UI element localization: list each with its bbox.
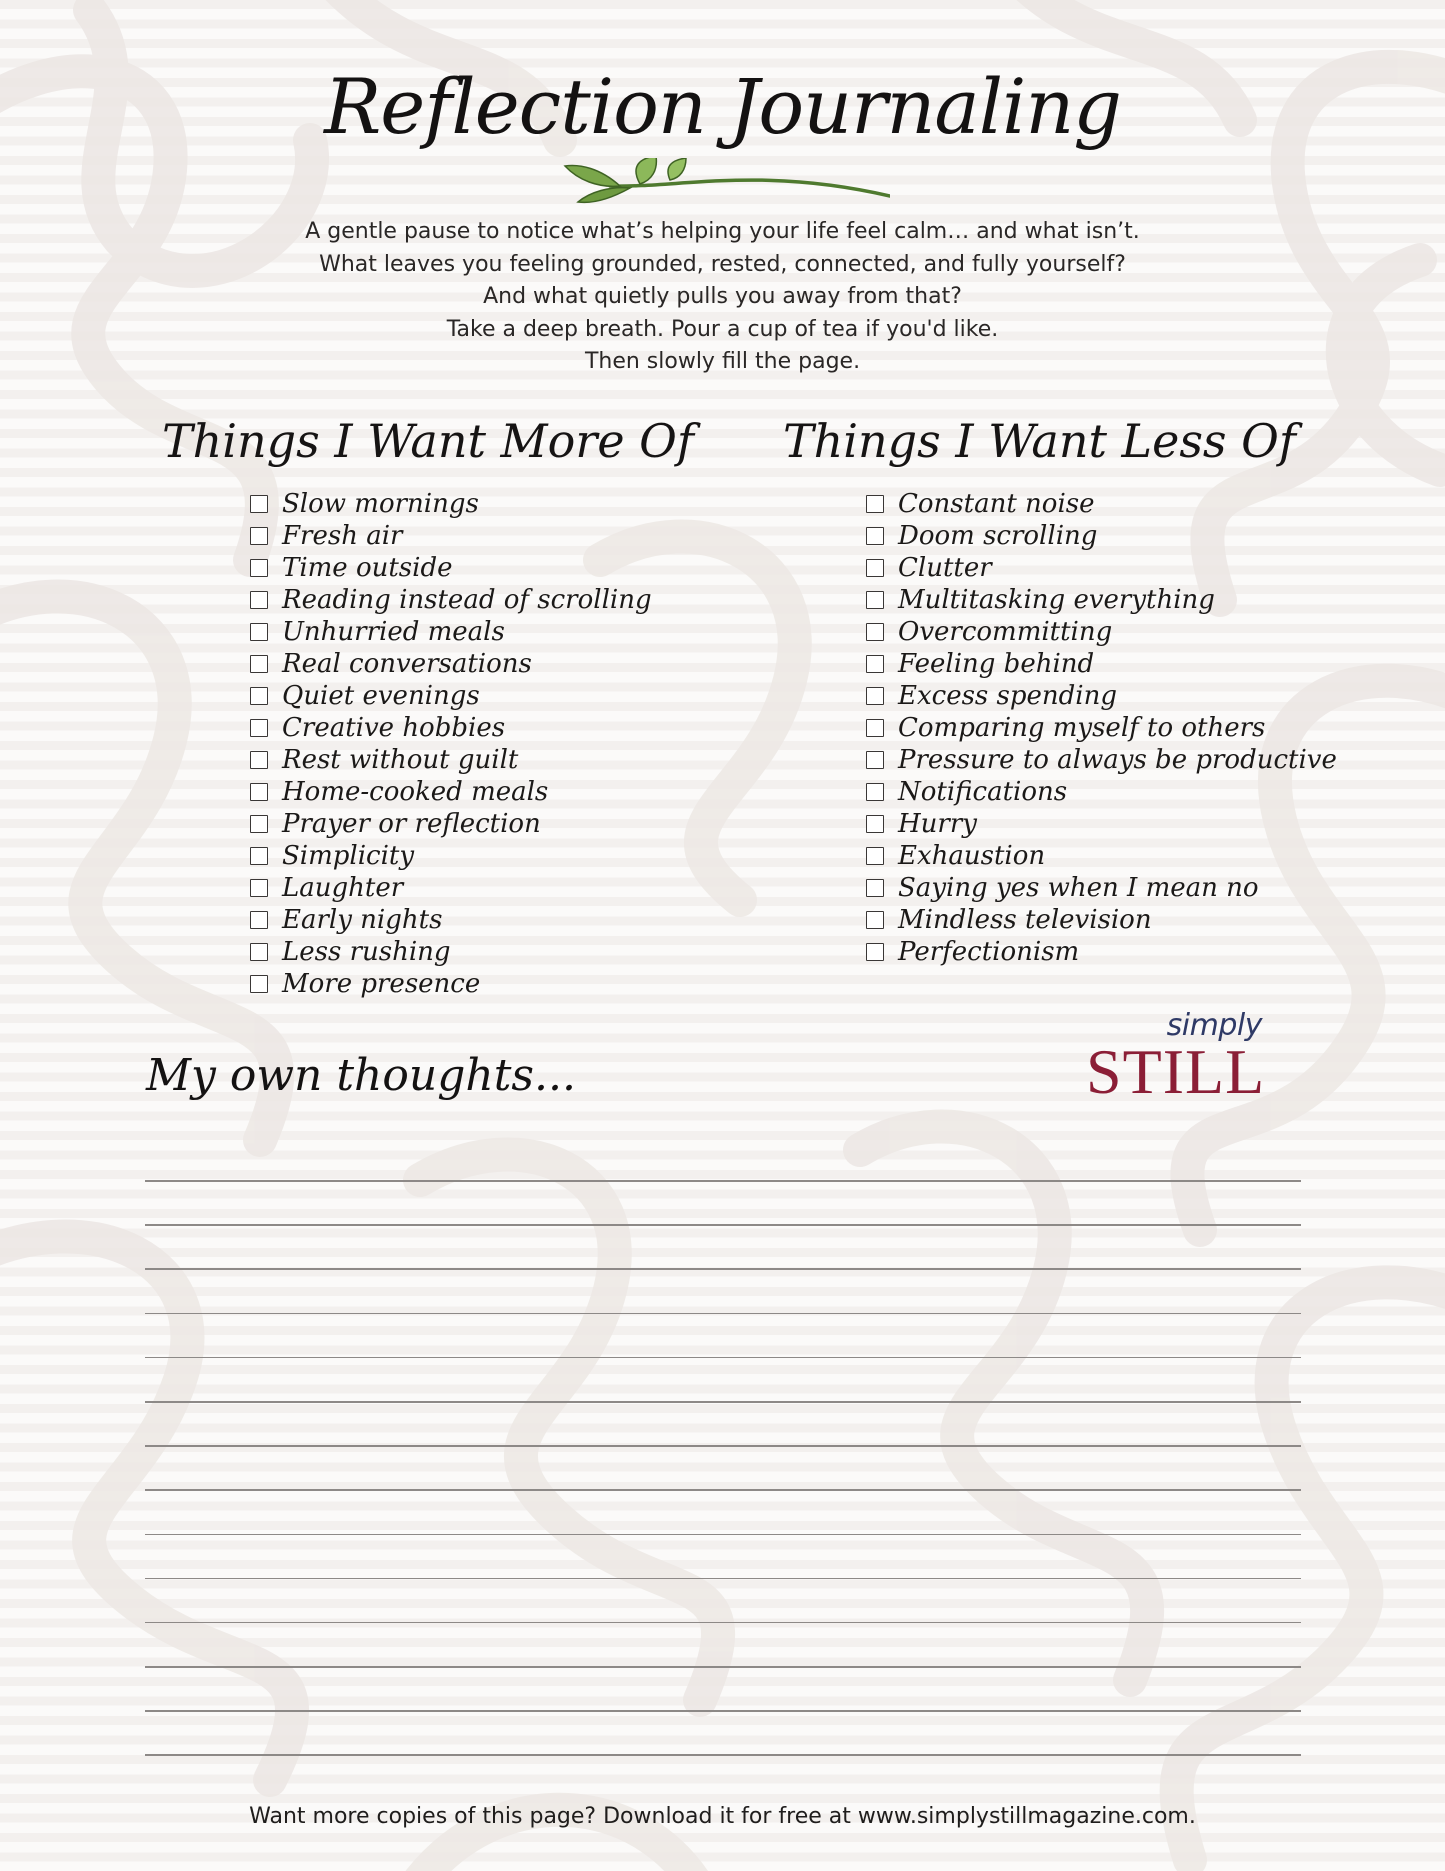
item-label: Rest without guilt	[282, 745, 519, 775]
checkbox[interactable]	[250, 943, 268, 961]
item-label: Reading instead of scrolling	[282, 585, 652, 615]
checkbox[interactable]	[250, 591, 268, 609]
list-item	[250, 648, 652, 680]
list-item	[866, 936, 1337, 968]
list-item	[250, 584, 652, 616]
list-item	[866, 872, 1337, 904]
less-of-heading: Things I Want Less Of	[783, 414, 1296, 468]
list-item	[250, 616, 652, 648]
checkbox[interactable]	[866, 591, 884, 609]
item-label: Multitasking everything	[898, 585, 1215, 615]
checkbox[interactable]	[866, 751, 884, 769]
writing-line[interactable]	[145, 1268, 1301, 1270]
list-item	[250, 904, 652, 936]
checkbox[interactable]	[866, 911, 884, 929]
checkbox[interactable]	[250, 815, 268, 833]
item-label: Pressure to always be productive	[898, 745, 1337, 775]
intro-line: What leaves you feeling grounded, rested, connected, and fully yourself?	[319, 251, 1126, 277]
footer-text: Want more copies of this page? Download it for free at www.simplystillmagazine.com.	[249, 1804, 1196, 1829]
list-item	[250, 968, 652, 1000]
checkbox[interactable]	[250, 527, 268, 545]
checkbox[interactable]	[250, 783, 268, 801]
list-item	[250, 488, 652, 520]
item-label: Feeling behind	[898, 649, 1095, 679]
checkbox[interactable]	[250, 751, 268, 769]
writing-line[interactable]	[145, 1357, 1301, 1359]
writing-line[interactable]	[145, 1224, 1301, 1226]
item-label: Quiet evenings	[282, 681, 480, 711]
list-item	[250, 744, 652, 776]
list-item	[866, 840, 1337, 872]
checkbox[interactable]	[250, 719, 268, 737]
checkbox[interactable]	[866, 527, 884, 545]
intro-text	[0, 216, 1445, 379]
item-label: Laughter	[282, 873, 404, 903]
writing-line[interactable]	[145, 1710, 1301, 1712]
item-label: Clutter	[898, 553, 992, 583]
checkbox[interactable]	[866, 559, 884, 577]
writing-line[interactable]	[145, 1489, 1301, 1491]
writing-line[interactable]	[145, 1445, 1301, 1447]
thoughts-heading: My own thoughts...	[146, 1050, 576, 1101]
item-label: Unhurried meals	[282, 617, 505, 647]
list-item	[250, 936, 652, 968]
item-label: More presence	[282, 969, 481, 999]
item-label: Constant noise	[898, 489, 1095, 519]
intro-line: And what quietly pulls you away from that?	[483, 284, 962, 309]
item-label: Mindless television	[898, 905, 1152, 935]
list-item	[866, 488, 1337, 520]
list-item	[866, 808, 1337, 840]
leaf-sprig-icon	[560, 158, 890, 208]
list-item	[866, 616, 1337, 648]
checkbox[interactable]	[866, 879, 884, 897]
item-label: Creative hobbies	[282, 713, 506, 743]
list-item	[250, 840, 652, 872]
item-label: Time outside	[282, 553, 453, 583]
item-label: Excess spending	[898, 681, 1118, 711]
list-item	[866, 904, 1337, 936]
list-item	[250, 552, 652, 584]
checkbox[interactable]	[866, 783, 884, 801]
checkbox[interactable]	[866, 815, 884, 833]
item-label: Prayer or reflection	[282, 809, 541, 839]
checkbox[interactable]	[250, 559, 268, 577]
list-item	[866, 744, 1337, 776]
item-label: Less rushing	[282, 937, 451, 967]
intro-line: Then slowly fill the page.	[584, 349, 861, 374]
list-item	[250, 808, 652, 840]
item-label: Doom scrolling	[898, 521, 1098, 551]
checkbox[interactable]	[250, 687, 268, 705]
list-item	[250, 680, 652, 712]
checkbox[interactable]	[866, 623, 884, 641]
simply-still-logo	[1080, 1008, 1280, 1112]
list-item	[866, 776, 1337, 808]
list-item	[250, 776, 652, 808]
checkbox[interactable]	[250, 623, 268, 641]
checkbox[interactable]	[250, 655, 268, 673]
logo-simply-text: simply	[1166, 1008, 1262, 1043]
writing-line[interactable]	[145, 1401, 1301, 1403]
writing-line[interactable]	[145, 1666, 1301, 1668]
less-of-list	[866, 488, 1337, 968]
checkbox[interactable]	[250, 911, 268, 929]
checkbox[interactable]	[866, 495, 884, 513]
checkbox[interactable]	[866, 943, 884, 961]
checkbox[interactable]	[250, 495, 268, 513]
item-label: Overcommitting	[898, 617, 1113, 647]
writing-lines	[145, 1180, 1301, 1799]
checkbox[interactable]	[866, 687, 884, 705]
item-label: Early nights	[282, 905, 443, 935]
item-label: Saying yes when I mean no	[898, 873, 1259, 903]
list-item	[250, 872, 652, 904]
logo-still-text: STILL	[1086, 1036, 1266, 1107]
more-of-heading: Things I Want More Of	[162, 414, 694, 468]
checkbox[interactable]	[250, 879, 268, 897]
list-item	[250, 520, 652, 552]
item-label: Fresh air	[282, 521, 403, 551]
item-label: Perfectionism	[898, 937, 1080, 967]
item-label: Simplicity	[282, 841, 415, 871]
writing-line[interactable]	[145, 1313, 1301, 1315]
list-item	[250, 712, 652, 744]
writing-line[interactable]	[145, 1754, 1301, 1756]
writing-line[interactable]	[145, 1180, 1301, 1182]
list-item	[866, 648, 1337, 680]
item-label: Home-cooked meals	[282, 777, 549, 807]
writing-line[interactable]	[145, 1534, 1301, 1536]
checkbox[interactable]	[866, 655, 884, 673]
checkbox[interactable]	[866, 719, 884, 737]
intro-line: A gentle pause to notice what’s helping your life feel calm… and what isn’t.	[305, 219, 1140, 244]
list-item	[866, 680, 1337, 712]
list-item	[866, 584, 1337, 616]
intro-line: Take a deep breath. Pour a cup of tea if you'd like.	[446, 316, 999, 342]
list-item	[866, 712, 1337, 744]
item-label: Notifications	[898, 777, 1068, 807]
item-label: Slow mornings	[282, 489, 479, 519]
item-label: Exhaustion	[898, 841, 1046, 871]
item-label: Comparing myself to others	[898, 713, 1266, 743]
page-title: Reflection Journaling	[324, 62, 1121, 151]
writing-line[interactable]	[145, 1578, 1301, 1580]
checkbox[interactable]	[250, 975, 268, 993]
checkbox[interactable]	[250, 847, 268, 865]
checkbox[interactable]	[866, 847, 884, 865]
list-item	[866, 552, 1337, 584]
item-label: Real conversations	[282, 649, 532, 679]
writing-line[interactable]	[145, 1622, 1301, 1624]
more-of-list	[250, 488, 652, 1000]
item-label: Hurry	[898, 809, 977, 839]
list-item	[866, 520, 1337, 552]
